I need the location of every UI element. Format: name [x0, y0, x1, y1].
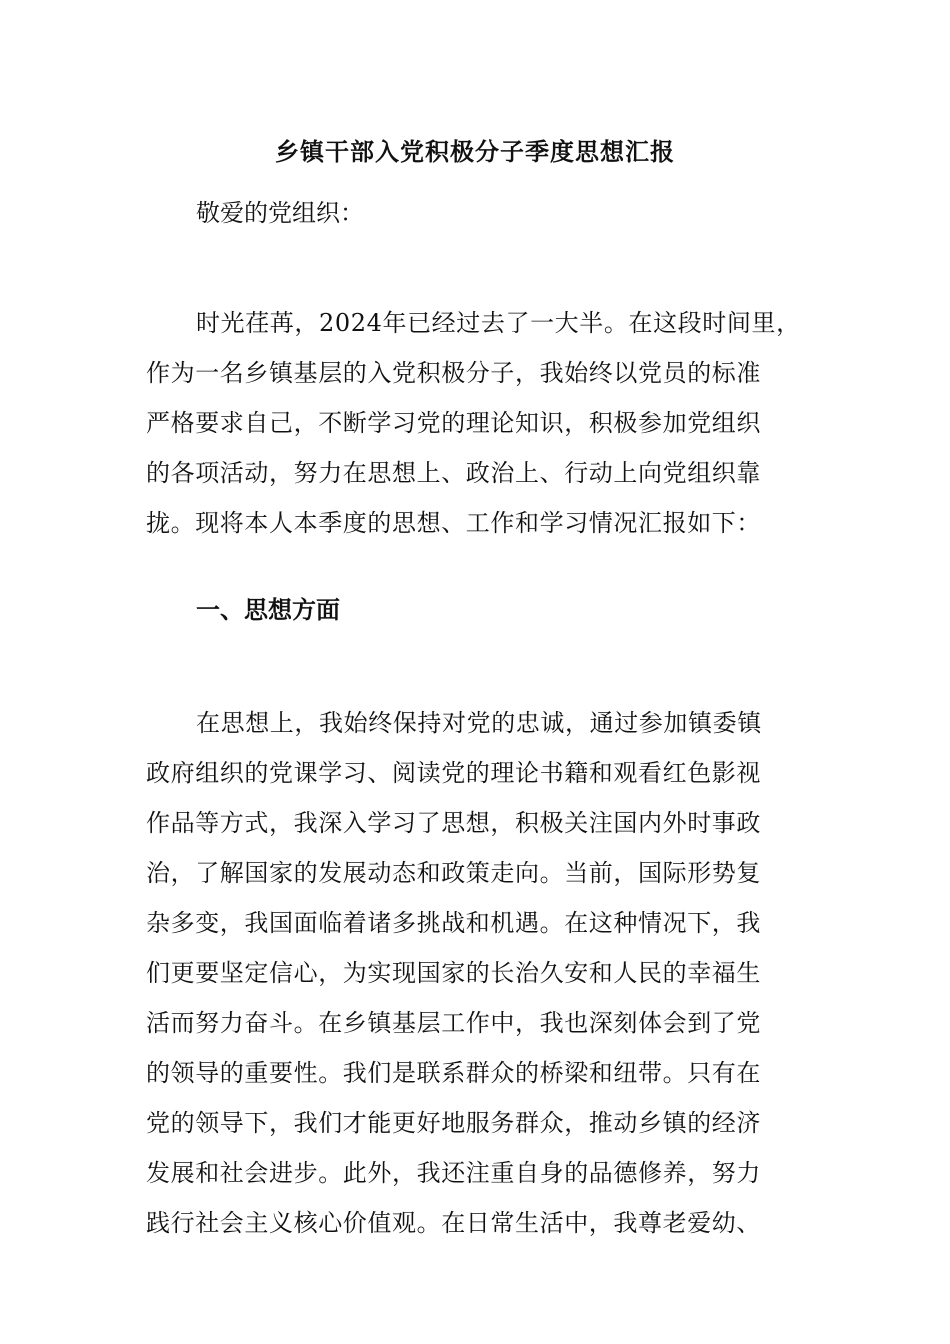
paragraph-line: 严格要求自己，不断学习党的理论知识，积极参加党组织	[146, 409, 761, 437]
intro-paragraph	[146, 305, 846, 555]
paragraph-line: 时光荏苒，2024年已经过去了一大半。在这段时间里，	[196, 309, 801, 337]
paragraph-line: 杂多变，我国面临着诸多挑战和机遇。在这种情况下，我	[146, 909, 761, 937]
section1-paragraph	[146, 705, 846, 1255]
paragraph-line: 的各项活动，努力在思想上、政治上、行动上向党组织靠	[146, 459, 761, 487]
paragraph-line: 作品等方式，我深入学习了思想，积极关注国内外时事政	[146, 809, 761, 837]
paragraph-line: 践行社会主义核心价值观。在日常生活中，我尊老爱幼、	[146, 1209, 761, 1237]
paragraph-line: 发展和社会进步。此外，我还注重自身的品德修养，努力	[146, 1159, 761, 1187]
salutation: 敬爱的党组织：	[196, 199, 364, 227]
document-title: 乡镇干部入党积极分子季度思想汇报	[275, 137, 675, 166]
paragraph-line: 在思想上，我始终保持对党的忠诚，通过参加镇委镇	[196, 709, 762, 737]
paragraph-line: 们更要坚定信心，为实现国家的长治久安和人民的幸福生	[146, 959, 761, 987]
paragraph-line: 作为一名乡镇基层的入党积极分子，我始终以党员的标准	[146, 359, 761, 387]
paragraph-line: 拢。现将本人本季度的思想、工作和学习情况汇报如下：	[146, 509, 761, 537]
paragraph-line: 党的领导下，我们才能更好地服务群众，推动乡镇的经济	[146, 1109, 761, 1137]
paragraph-line: 活而努力奋斗。在乡镇基层工作中，我也深刻体会到了党	[146, 1009, 761, 1037]
paragraph-line: 治，了解国家的发展动态和政策走向。当前，国际形势复	[146, 859, 761, 887]
paragraph-line: 的领导的重要性。我们是联系群众的桥梁和纽带。只有在	[146, 1059, 761, 1087]
paragraph-line: 政府组织的党课学习、阅读党的理论书籍和观看红色影视	[146, 759, 761, 787]
section-heading: 一、思想方面	[196, 595, 340, 624]
